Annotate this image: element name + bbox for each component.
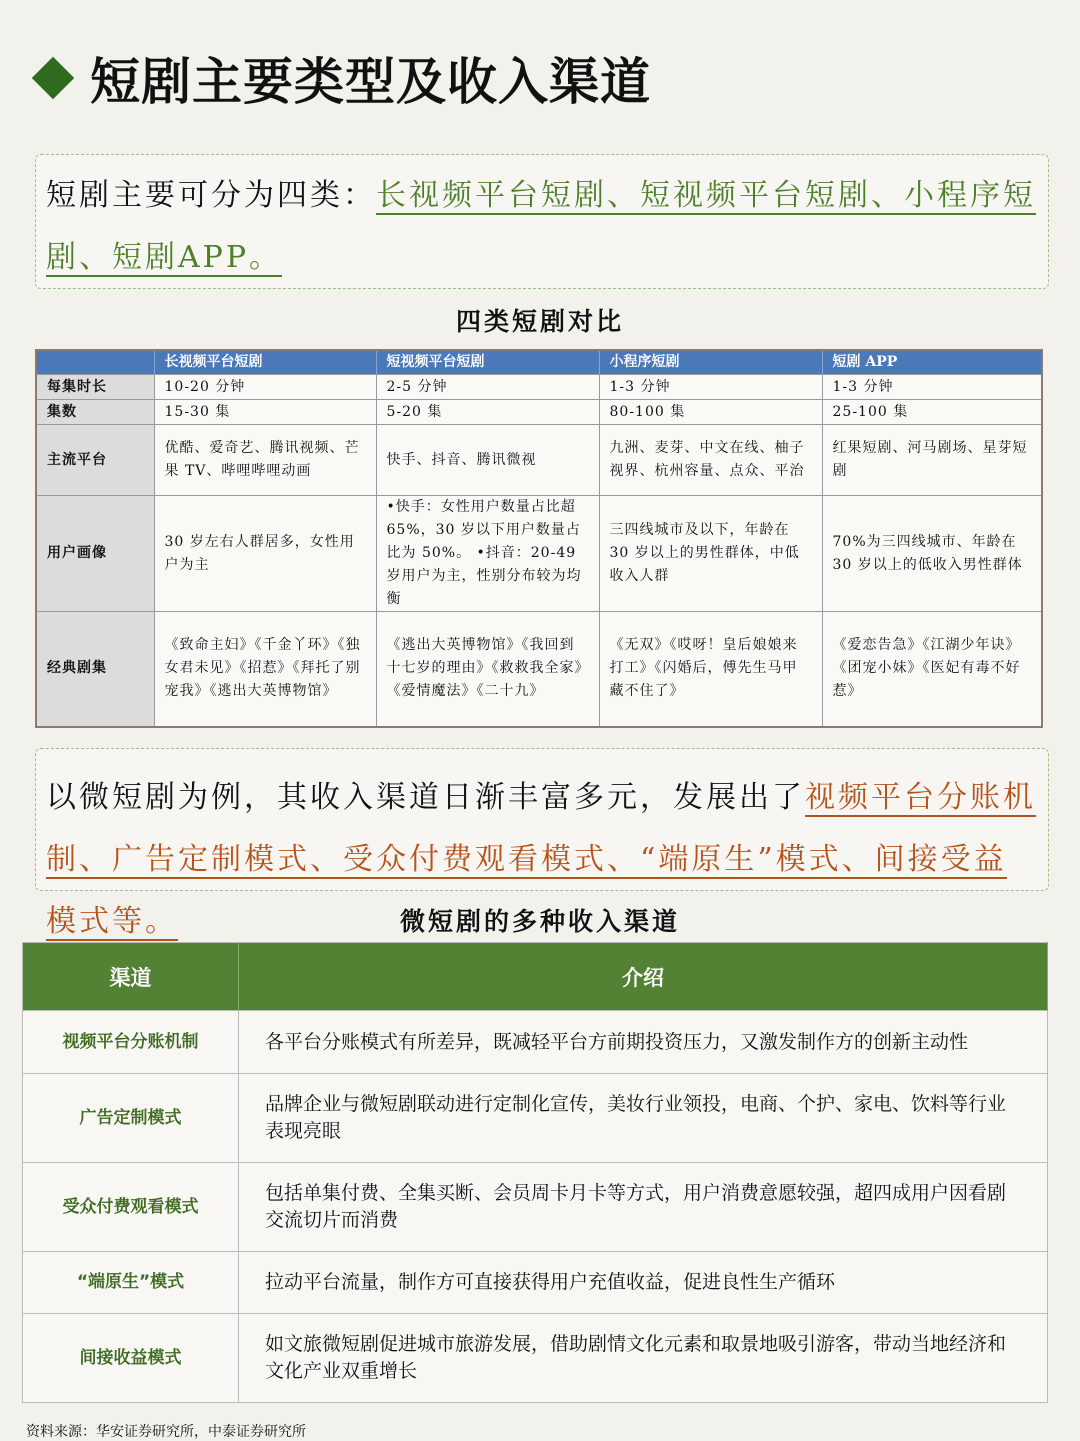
table-cell: 2-5 分钟 (376, 375, 599, 400)
table-row (23, 1074, 1048, 1163)
table-cell: 15-30 集 (154, 400, 376, 425)
header-cell: 短视频平台短剧 (376, 350, 599, 375)
channel-description: 品牌企业与微短剧联动进行定制化宣传，美妆行业领投，电商、个护、家电、饮料等行业表现亮眼 (239, 1074, 1048, 1163)
table-cell: •快手：女性用户数量占比超 65%，30 岁以下用户数量占比为 50%。 •抖音：20-49 岁用户为主，性别分布较为均衡 (376, 496, 599, 612)
table-cell: 《无双》《哎呀！皇后娘娘来打工》《闪婚后，傅先生马甲藏不住了》 (599, 612, 822, 727)
diamond-icon (32, 57, 74, 99)
table2-caption: 微短剧的多种收入渠道 (399, 907, 680, 936)
channel-description: 包括单集付费、全集买断、会员周卡月卡等方式，用户消费意愿较强，超四成用户因看剧交流切片而消费 (239, 1163, 1048, 1252)
table-cell: 快手、抖音、腾讯微视 (376, 425, 599, 496)
row-header: 主流平台 (36, 425, 154, 496)
table-cell: 1-3 分钟 (822, 375, 1042, 400)
table-cell: 《爱恋告急》《江湖少年诀》《团宠小妹》《医妃有毒不好惹》 (822, 612, 1042, 727)
intro-prefix: 短剧主要可分为四类： (46, 178, 376, 213)
table-cell: 《致命主妇》《千金丫环》《独女君未见》《招惹》《拜托了别宠我》《逃出大英博物馆》 (154, 612, 376, 727)
header-cell: 渠道 (23, 943, 239, 1011)
table1-caption: 四类短剧对比 (455, 307, 624, 336)
table-cell: 80-100 集 (599, 400, 822, 425)
channel-name: 视频平台分账机制 (23, 1011, 239, 1074)
page-title: 短剧主要类型及收入渠道 (90, 53, 651, 111)
table-row (36, 375, 1042, 400)
table-cell: 25-100 集 (822, 400, 1042, 425)
row-header: 用户画像 (36, 496, 154, 612)
row-header: 每集时长 (36, 375, 154, 400)
comparison-table (35, 349, 1043, 728)
table-row (23, 1252, 1048, 1314)
channel-name: 受众付费观看模式 (23, 1163, 239, 1252)
channel-name: 间接收益模式 (23, 1314, 239, 1403)
intro-highlight: 长视频平台短剧、短视频平台短剧、小程序短剧、短剧APP。 (46, 178, 1036, 275)
header-cell: 小程序短剧 (599, 350, 822, 375)
table-row (36, 425, 1042, 496)
channel-name: “端原生”模式 (23, 1252, 239, 1314)
revenue-channel-table (22, 942, 1048, 1403)
table-header-row (23, 943, 1048, 1011)
table-header-row (36, 350, 1042, 375)
table-row (23, 1011, 1048, 1074)
table-row (36, 400, 1042, 425)
row-header: 集数 (36, 400, 154, 425)
table-cell: 优酷、爱奇艺、腾讯视频、芒果 TV、哔哩哔哩动画 (154, 425, 376, 496)
channel-description: 各平台分账模式有所差异，既减轻平台方前期投资压力，又激发制作方的创新主动性 (239, 1011, 1048, 1074)
header-cell (36, 350, 154, 375)
intro-highlight: 视频平台分账机制、广告定制模式、受众付费观看模式、“端原生”模式、间接受益模式等。 (46, 780, 1036, 939)
table-cell: 30 岁左右人群居多，女性用户为主 (154, 496, 376, 612)
table-cell: 红果短剧、河马剧场、星芽短剧 (822, 425, 1042, 496)
table-row (36, 496, 1042, 612)
table-cell: 1-3 分钟 (599, 375, 822, 400)
header-cell: 介绍 (239, 943, 1048, 1011)
page-header (30, 42, 651, 114)
intro-box-types (35, 154, 1049, 289)
source-note: 资料来源：华安证券研究所，中泰证券研究所 (26, 1424, 306, 1440)
table-row (23, 1314, 1048, 1403)
channel-description: 如文旅微短剧促进城市旅游发展，借助剧情文化元素和取景地吸引游客，带动当地经济和文化产业双重增长 (239, 1314, 1048, 1403)
table-cell: 10-20 分钟 (154, 375, 376, 400)
row-header: 经典剧集 (36, 612, 154, 727)
table-cell: 九洲、麦芽、中文在线、柚子视界、杭州容量、点众、平治 (599, 425, 822, 496)
table-cell: 5-20 集 (376, 400, 599, 425)
header-cell: 长视频平台短剧 (154, 350, 376, 375)
table-row (23, 1163, 1048, 1252)
channel-name: 广告定制模式 (23, 1074, 239, 1163)
table-cell: 《逃出大英博物馆》《我回到十七岁的理由》《救救我全家》《爱情魔法》《二十九》 (376, 612, 599, 727)
table-row (36, 612, 1042, 727)
channel-description: 拉动平台流量，制作方可直接获得用户充值收益，促进良性生产循环 (239, 1252, 1048, 1314)
table-cell: 70%为三四线城市、年龄在 30 岁以上的低收入男性群体 (822, 496, 1042, 612)
intro-prefix: 以微短剧为例，其收入渠道日渐丰富多元，发展出了 (46, 780, 805, 815)
table-cell: 三四线城市及以下，年龄在 30 岁以上的男性群体，中低收入人群 (599, 496, 822, 612)
header-cell: 短剧 APP (822, 350, 1042, 375)
